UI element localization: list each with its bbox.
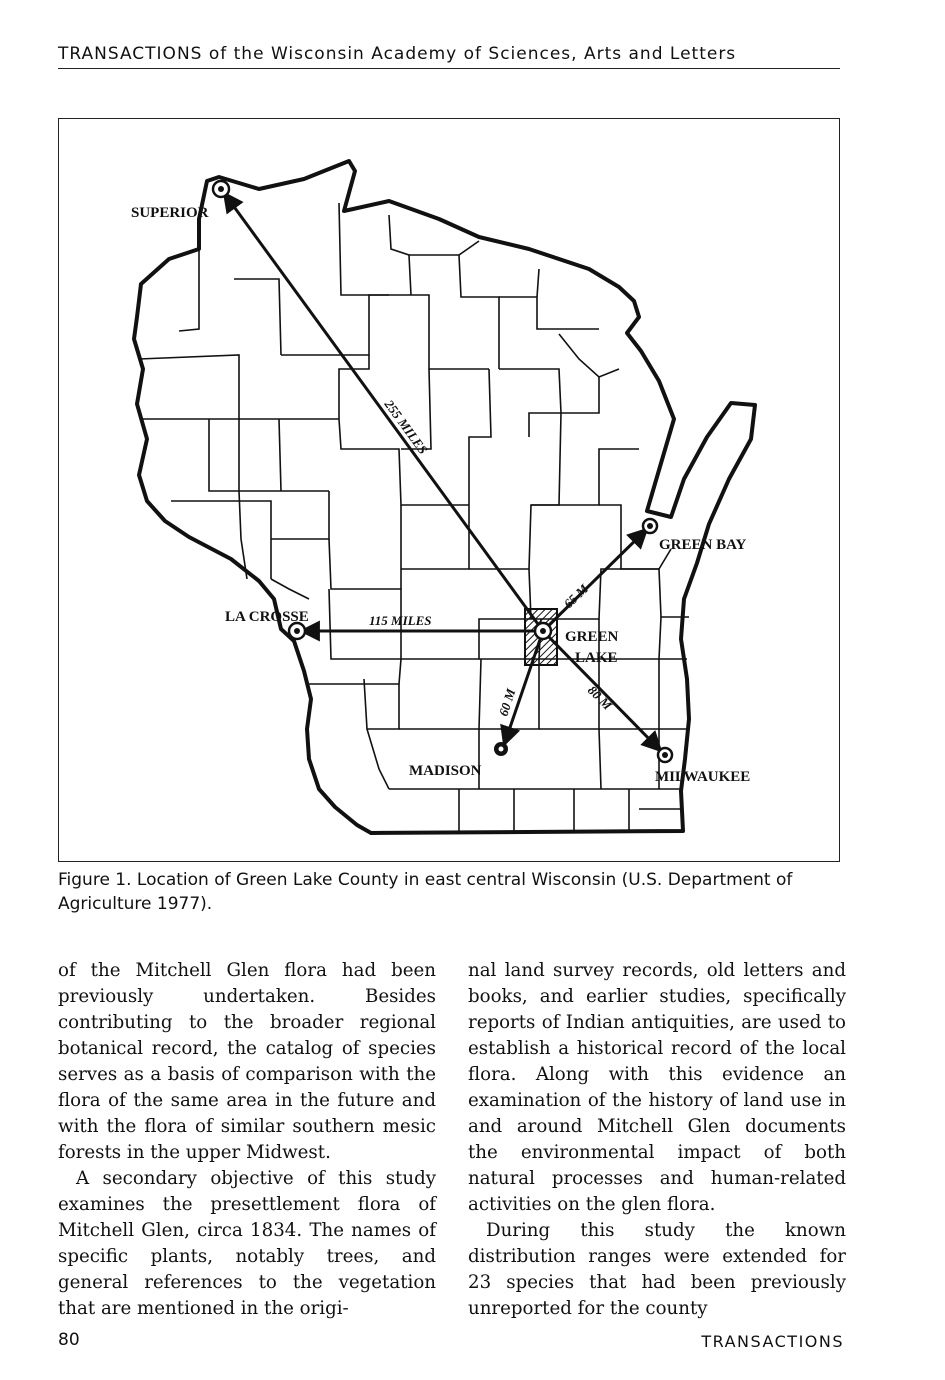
label-milwaukee: MILWAUKEE [655,769,751,785]
arrow-to-green-bay [543,529,647,631]
paragraph: A secondary objective of this study examines the presettlement flora of Mitchell Glen, circa 1834. The names of specific plants, notably trees, and general references to the vegetation that are mentioned in the origi- [58,1168,436,1319]
label-superior: SUPERIOR [131,205,209,221]
paragraph: of the Mitchell Glen flora had been previously undertaken. Besides contributing to the broader regional botanical record, the catalog of species serves as a basis of comparison with the flora of the same area in the future and with the flora of similar southern mesic forests in the upper Midwest. [58,960,436,1163]
distance-madison: 60 M [495,686,519,718]
distance-superior: 255 MILES [381,396,431,457]
superior-marker [213,181,229,197]
milwaukee-marker [658,748,672,762]
county-lines [139,203,689,833]
distance-la-crosse: 115 MILES [369,613,432,628]
page-number: 80 [58,1330,80,1350]
wisconsin-county-map [59,119,841,863]
label-green-lake-1: GREEN [565,629,619,645]
la-crosse-marker [289,623,305,639]
paragraph: nal land survey records, old letters and books, and earlier studies, specifically reports of Indian antiquities, are used to establish a historical record of the local flora. Along with this evidence an examination of the history of land use in and around Mitchell Glen documents the environmental impact of both natural processes and human-related activities on the glen flora. [468,960,846,1215]
label-green-lake-2: LAKE [575,650,618,666]
madison-marker [494,742,508,756]
distance-green-bay: 65 M [560,581,592,612]
body-column-left [58,958,436,1322]
running-head: TRANSACTIONS of the Wisconsin Academy of Sciences, Arts and Letters [58,44,840,69]
paragraph: During this study the known distribution ranges were extended for 23 species that had been previously unreported for the county [468,1220,846,1319]
footer-journal-title: TRANSACTIONS [701,1332,844,1351]
label-madison: MADISON [409,763,482,779]
city-markers [213,181,672,762]
distance-arrows [224,193,661,751]
green-bay-marker [643,519,657,533]
green-lake-marker [535,623,551,639]
figure-caption: Figure 1. Location of Green Lake County in east central Wisconsin (U.S. Department of Agriculture 1977). [58,870,793,914]
figure-1-map [58,118,840,862]
arrow-to-superior [224,193,543,631]
body-column-right [468,958,846,1322]
distance-milwaukee: 80 M [584,682,616,713]
label-la-crosse: LA CROSSE [225,609,309,625]
label-green-bay: GREEN BAY [659,537,747,553]
arrow-to-madison [504,631,543,745]
